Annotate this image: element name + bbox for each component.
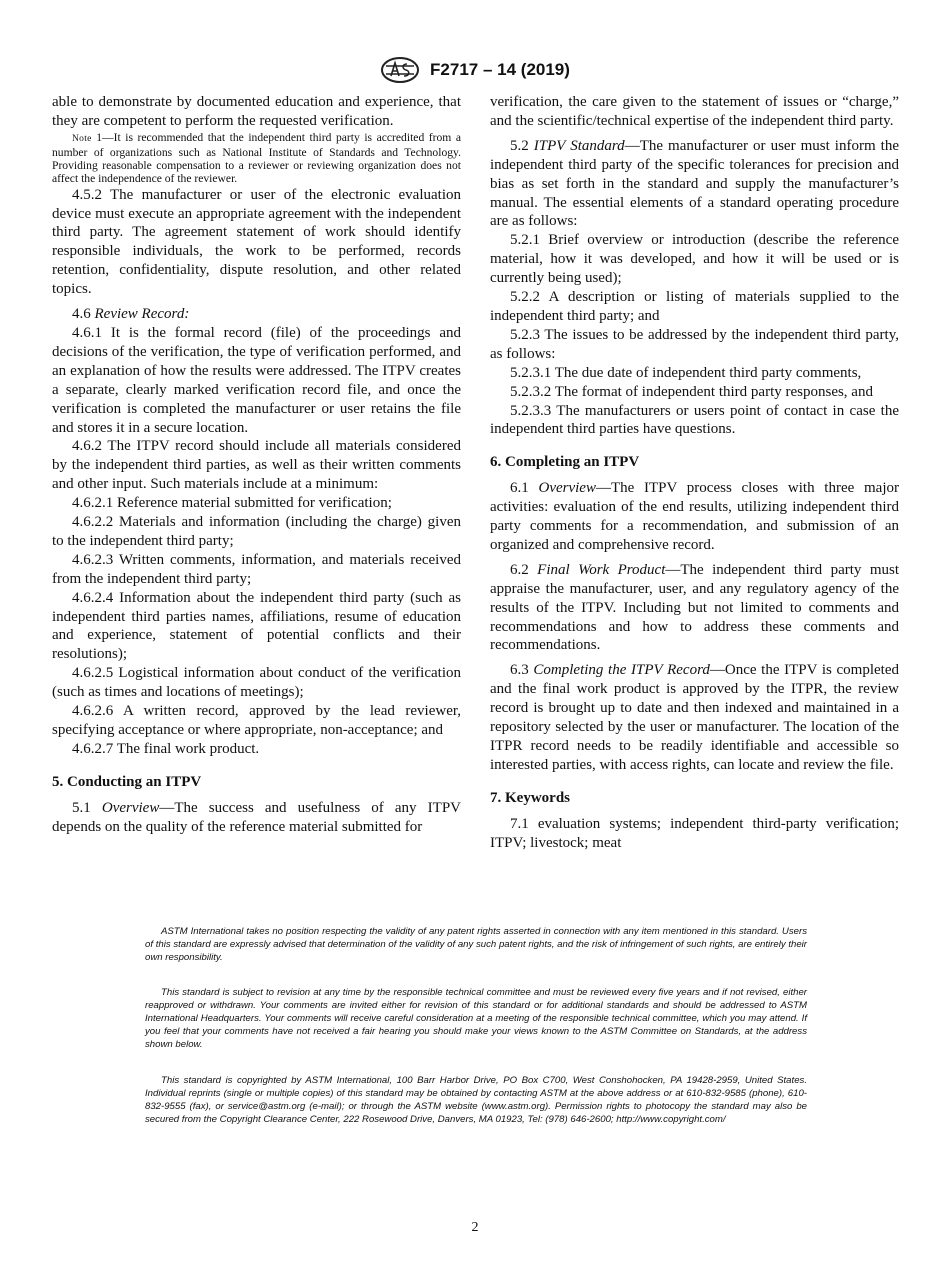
left-column xyxy=(52,93,461,837)
page-header xyxy=(0,56,950,84)
section-5-2-3-1: 5.2.3.1 The due date of independent third party comments, xyxy=(510,364,862,381)
right-column xyxy=(490,93,899,853)
section-4-6-2-3: 4.6.2.3 Written comments, information, and materials received from the independent third party; xyxy=(52,551,461,587)
section-4-6-2-2: 4.6.2.2 Materials and information (including the charge) given to the independent third party; xyxy=(52,514,461,549)
section-4-6: 4.6 Review Record: xyxy=(72,306,190,323)
section-4-6-1: 4.6.1 It is the formal record (file) of the proceedings and decisions of the verification, the type of verification performed, and an explanation of how the results were addressed. The ITPV creates a separate, clearly marked verification record file, and once the verification is completed the manufacturer or user retains the file and stores it in a secure location. xyxy=(52,324,461,436)
paragraph-continuation: able to demonstrate by documented education and experience, that they are competent to perform the requested verification. xyxy=(52,94,461,129)
astm-logo-icon xyxy=(380,56,420,84)
section-6-2: 6.2 Final Work Product—The independent third party must appraise the manufacturer, user, and any regulatory agency of the results of the ITPV. Including but not limited to comments and recommendations and how to address these comments and recommendations. xyxy=(490,561,900,654)
page-number: 2 xyxy=(471,1220,479,1235)
heading-section-6: 6. Completing an ITPV xyxy=(490,454,640,471)
section-5-2-1: 5.2.1 Brief overview or introduction (describe the reference material, how it was developed, and how it will be used or is currently being used); xyxy=(490,232,899,287)
section-4-6-2-5: 4.6.2.5 Logistical information about conduct of the verification (such as times and locations of meetings); xyxy=(52,665,461,701)
section-4-6-2-7: 4.6.2.7 The final work product. xyxy=(72,740,260,757)
section-4-6-2: 4.6.2 The ITPV record should include all materials considered by the independent third parties, as well as their written comments and other input. Such materials include at a minimum: xyxy=(52,438,461,493)
standard-designation: F2717 – 14 (2019) xyxy=(430,60,570,79)
note-1 xyxy=(52,131,461,186)
footer-copyright-notice: This standard is copyrighted by ASTM International, 100 Barr Harbor Drive, PO Box C700, West Conshohocken, PA 19428-2959, United States. Individual reprints (single or multiple copies) of this standard may be obtained by contacting ASTM at the above address or at 610-832-9585 (phone), 610-832-9555 (fax), or service@astm.org (e-mail); or through the ASTM website (www.astm.org). Permission rights to photocopy the standard may also be secured from the Copyright Clearance Center, 222 Rosewood Drive, Danvers, MA 01923, Tel: (978) 646-2600; http://www.copyright.com/ xyxy=(145,1075,807,1126)
section-5-1: 5.1 Overview—The success and usefulness of any ITPV depends on the quality of the reference material submitted for xyxy=(52,799,461,835)
note-label: Note xyxy=(72,133,92,144)
section-4-6-2-1: 4.6.2.1 Reference material submitted for verification; xyxy=(72,495,392,512)
paragraph-continuation-right: verification, the care given to the statement of issues or “charge,” and the scientific/technical expertise of the independent third party. xyxy=(490,94,899,129)
footer-revision-notice: This standard is subject to revision at any time by the responsible technical committee and must be reviewed every five years and if not revised, either reapproved or withdrawn. Your comments are invited either for revision of this standard or for additional standards and should be addressed to ASTM International Headquarters. Your comments will receive careful consideration at a meeting of the responsible technical committee, which you may attend. If you feel that your comments have not received a fair hearing you should make your views known to the ASTM Committee on Standards, at the address shown below. xyxy=(145,987,807,1051)
section-7-1: 7.1 evaluation systems; independent third-party verification; ITPV; livestock; meat xyxy=(490,815,899,851)
heading-section-7: 7. Keywords xyxy=(490,789,570,806)
section-4-6-2-4: 4.6.2.4 Information about the independent third party (such as independent third parties names, affiliations, resume of education and experience, statement of potential conflicts and their resolutions); xyxy=(52,589,461,663)
footer-patent-notice: ASTM International takes no position respecting the validity of any patent rights asserted in connection with any item mentioned in this standard. Users of this standard are expressly advised that determination of the validity of any such patent rights, and the risk of infringement of such rights, are entirely their own responsibility. xyxy=(145,926,807,964)
section-5-2-3: 5.2.3 The issues to be addressed by the independent third party, as follows: xyxy=(490,326,899,362)
section-5-2-3-2: 5.2.3.2 The format of independent third party responses, and xyxy=(510,383,873,400)
heading-section-5: 5. Conducting an ITPV xyxy=(52,773,202,790)
section-5-2-2: 5.2.2 A description or listing of materials supplied to the independent third party; and xyxy=(490,289,899,324)
section-5-2: 5.2 ITPV Standard—The manufacturer or user must inform the independent third party of the specific tolerances for precision and bias as set forth in the standard and supply the manufacturer’s manual. The essential elements of a standard operating procedure are as follows: xyxy=(490,137,900,230)
section-4-6-2-6: 4.6.2.6 A written record, approved by the lead reviewer, specifying acceptance or where appropriate, non-acceptance; and xyxy=(52,703,461,738)
section-6-1: 6.1 Overview—The ITPV process closes with three major activities: evaluation of the end results, utilizing independent third party comments for a recommendation, and submission of an organized and comprehensive record. xyxy=(490,480,899,553)
section-4-5-2: 4.5.2 The manufacturer or user of the electronic evaluation device must execute an appropriate agreement with the independent third party. The agreement statement of work should identify responsible individuals, the work to be performed, records retention, confidentiality, dispute resolution, and other related topics. xyxy=(52,186,461,298)
note-text: 1—It is recommended that the independent third party is accredited from a number of organizations such as National Institute of Standards and Technology. Providing reasonable compensation to a reviewer or reviewing organization does not affect the independence of the reviewer. xyxy=(52,130,461,186)
section-5-2-3-3: 5.2.3.3 The manufacturers or users point of contact in case the independent third parties have questions. xyxy=(490,402,899,438)
section-6-3: 6.3 Completing the ITPV Record—Once the ITPV is completed and the final work product is approved by the ITPR, the review record is brought up to date and then indexed and maintained in a repository selected by the user or manufacturer. The location of the ITPR record needs to be readily identifiable and accessible so interested parties, with access rights, can locate and review the file. xyxy=(490,662,899,773)
